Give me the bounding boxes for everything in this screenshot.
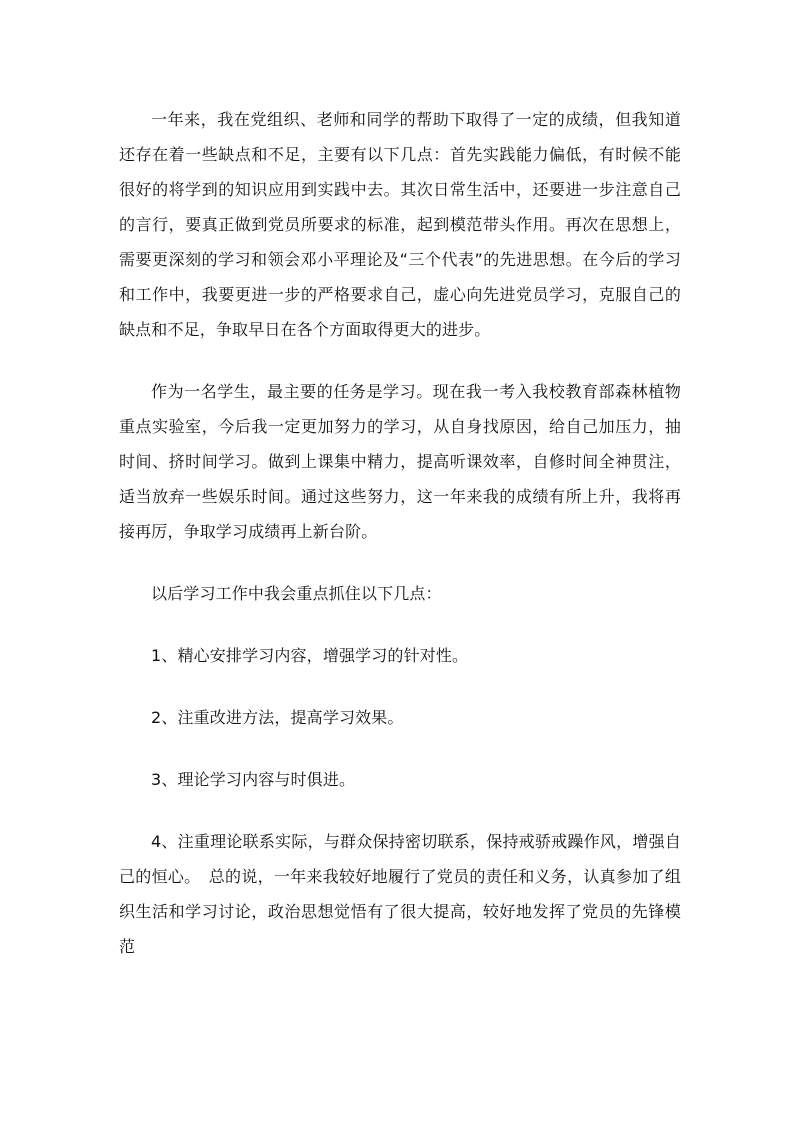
list-item-4: 4、注重理论联系实际，与群众保持密切联系，保持戒骄戒躁作风，增强自己的恒心。 总的说，一年来我较好地履行了党员的责任和义务，认真参加了组织生活和学习讨论，政治思想觉悟有了很大提高，较好地发挥了党员的先锋模范 — [119, 832, 681, 956]
list-item-1: 1、精心安排学习内容，增强学习的针对性。 — [151, 646, 469, 665]
document-body — [119, 102, 681, 964]
paragraph-key-points-intro: 以后学习工作中我会重点抓住以下几点： — [151, 584, 442, 603]
paragraph-study-task: 作为一名学生，最主要的任务是学习。现在我一考入我校教育部森林植物重点实验室，今后我一定更加努力的学习，从自身找原因，给自己加压力，抽时间、挤时间学习。做到上课集中精力，提高听课效率，自修时间全神贯注，适当放弃一些娱乐时间。通过这些努力，这一年来我的成绩有所上升，我将再接再厉，争取学习成绩再上新台阶。 — [119, 382, 681, 541]
paragraph-shortcomings: 一年来，我在党组织、老师和同学的帮助下取得了一定的成绩，但我知道还存在着一些缺点和不足，主要有以下几点：首先实践能力偏低，有时候不能很好的将学到的知识应用到实践中去。其次日常生活中，还要进一步注意自己的言行，要真正做到党员所要求的标准，起到模范带头作用。再次在思想上，需要更深刻的学习和领会邓小平理论及“三个代表”的先进思想。在今后的学习和工作中，我要更进一步的严格要求自己，虚心向先进党员学习，克服自己的缺点和不足，争取早日在各个方面取得更大的进步。 — [119, 110, 681, 339]
list-item-3: 3、理论学习内容与时俱进。 — [151, 770, 356, 789]
list-item-2: 2、注重改进方法，提高学习效果。 — [151, 708, 404, 727]
